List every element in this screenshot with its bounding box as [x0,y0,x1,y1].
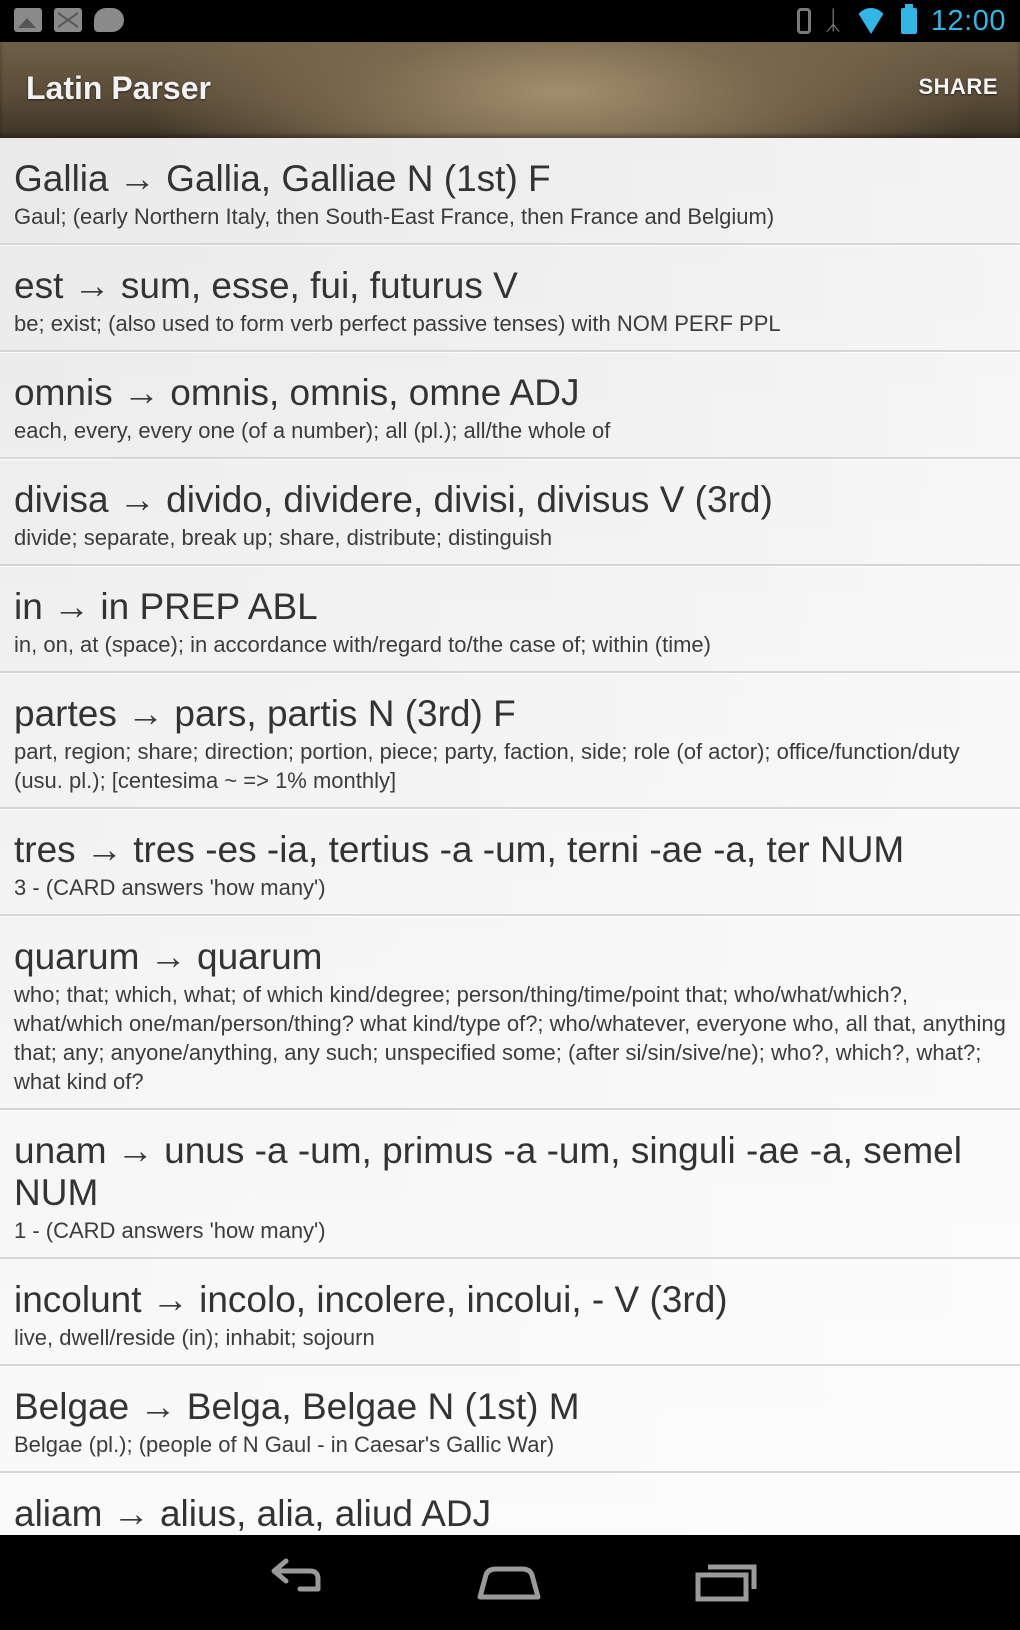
definition: be; exist; (also used to form verb perfect passive tenses) with NOM PERF PPL [14,311,781,336]
arrow-icon: → [118,479,156,520]
definition: in, on, at (space); in accordance with/regard to/the case of; within (time) [14,632,711,657]
word-list [0,138,1020,1535]
definition: part, region; share; direction; portion, piece; party, faction, side; role (of actor); office/function/duty (usu. pl.); [centesima ~ => 1% monthly] [14,739,960,793]
chat-icon [94,8,124,32]
list-item[interactable] [0,1366,1020,1473]
definition: each, every, every one (of a number); all (pl.); all/the whole of [14,418,611,443]
arrow-icon: → [116,1130,154,1171]
list-item[interactable] [0,809,1020,916]
parse-line [14,586,1006,628]
bluetooth-icon: ᛣ [825,6,841,36]
arrow-icon: → [73,265,111,306]
dictionary-form: pars, partis N (3rd) F [174,693,516,734]
definition: who; that; which, what; of which kind/degree; person/thing/time/point that; who/what/which?, what/which one/man/person/thing? what kind/type of?; who/whatever, everyone who, all that, anything that; any; anyone/anything, any such; unspecified some; (after si/sin/sive/ne); who?, which?, what?; what kind of? [14,982,1006,1094]
arrow-icon: → [118,158,156,199]
back-button[interactable] [260,1553,330,1609]
definition: 3 - (CARD answers 'how many') [14,875,326,900]
arrow-icon: → [149,936,187,977]
latin-word: quarum [14,936,140,977]
definition: 1 - (CARD answers 'how many') [14,1218,326,1243]
dictionary-form: Belga, Belgae N (1st) M [186,1386,580,1427]
definition: live, dwell/reside (in); inhabit; sojourn [14,1325,375,1350]
latin-word: Belgae [14,1386,130,1427]
back-icon [260,1553,330,1609]
latin-word: incolunt [14,1279,142,1320]
list-item[interactable] [0,138,1020,245]
parse-results-list[interactable] [0,138,1020,1535]
arrow-icon: → [122,372,160,413]
arrow-icon: → [139,1386,177,1427]
recent-apps-icon [692,1553,762,1609]
list-item[interactable] [0,1473,1020,1535]
dictionary-form: tres -es -ia, tertius -a -um, terni -ae -a, ter NUM [133,829,905,870]
parse-line [14,829,1006,871]
list-item[interactable] [0,245,1020,352]
arrow-icon: → [85,829,123,870]
app-title: Latin Parser [26,70,211,106]
recent-apps-button[interactable] [692,1553,762,1609]
photo-icon [14,8,42,32]
parse-line [14,1130,1006,1214]
dictionary-form: omnis, omnis, omne ADJ [170,372,580,413]
parse-line [14,1279,1006,1321]
parse-line [14,936,1006,978]
list-item[interactable] [0,566,1020,673]
latin-word: divisa [14,479,109,520]
navigation-bar [0,1535,1020,1630]
dictionary-form: in PREP ABL [100,586,318,627]
dictionary-form: incolo, incolere, incolui, - V (3rd) [199,1279,728,1320]
latin-word: aliam [14,1493,103,1534]
arrow-icon: → [53,586,91,627]
dictionary-form: Gallia, Galliae N (1st) F [166,158,551,199]
list-item[interactable] [0,1259,1020,1366]
status-bar [0,0,1020,42]
latin-word: partes [14,693,117,734]
home-button[interactable] [474,1553,544,1609]
list-item[interactable] [0,673,1020,809]
notification-icons [14,8,124,32]
arrow-icon: → [151,1279,189,1320]
list-item[interactable] [0,916,1020,1110]
arrow-icon: → [112,1493,150,1534]
parse-line [14,372,1006,414]
system-icons [797,2,1006,40]
parse-line [14,158,1006,200]
parse-line [14,1386,1006,1428]
definition: divide; separate, break up; share, distribute; distinguish [14,525,553,550]
list-item[interactable] [0,1110,1020,1259]
mail-icon [54,8,82,32]
list-item[interactable] [0,459,1020,566]
battery-icon [901,8,917,34]
vibrate-icon [797,8,811,34]
latin-word: Gallia [14,158,109,199]
dictionary-form: unus -a -um, primus -a -um, singuli -ae -a, semel NUM [14,1130,962,1213]
dictionary-form: divido, dividere, divisi, divisus V (3rd) [166,479,773,520]
latin-word: unam [14,1130,107,1171]
parse-line [14,479,1006,521]
latin-word: in [14,586,43,627]
parse-line [14,1493,1006,1535]
action-bar [0,42,1020,138]
latin-word: est [14,265,64,306]
dictionary-form: alius, alia, aliud ADJ [159,1493,492,1534]
parse-line [14,693,1006,735]
dictionary-form: quarum [197,936,323,977]
parse-line [14,265,1006,307]
definition: Gaul; (early Northern Italy, then South-East France, then France and Belgium) [14,204,775,229]
definition: Belgae (pl.); (people of N Gaul - in Caesar's Gallic War) [14,1432,555,1457]
dictionary-form: sum, esse, fui, futurus V [120,265,518,306]
status-time: 12:00 [930,4,1006,37]
arrow-icon: → [127,693,165,734]
wifi-icon [855,8,887,34]
list-item[interactable] [0,352,1020,459]
home-icon [474,1553,544,1609]
latin-word: tres [14,829,76,870]
latin-word: omnis [14,372,113,413]
share-button[interactable]: SHARE [918,74,998,99]
